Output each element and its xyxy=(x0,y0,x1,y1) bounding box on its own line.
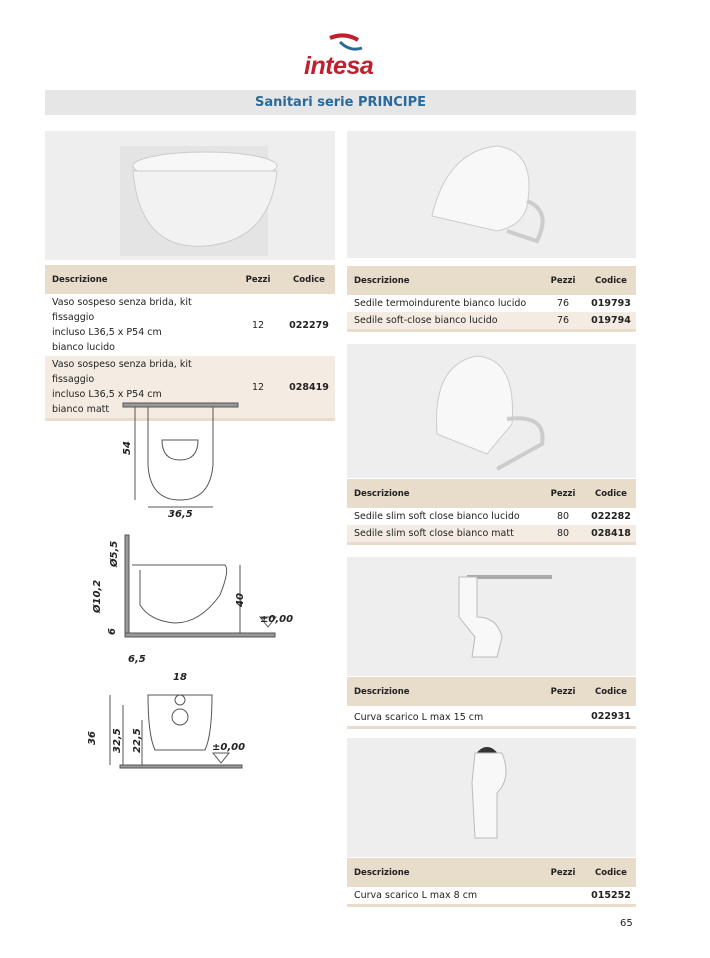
sedile1-rows-1-code: 019794 xyxy=(586,312,636,331)
brand: intesa xyxy=(304,52,374,80)
table-row xyxy=(347,295,636,312)
headers-desc: Descrizione xyxy=(347,266,540,295)
vaso-rows-0-code: 022279 xyxy=(289,319,329,331)
sedile1-rows-1-qty: 76 xyxy=(540,312,586,331)
sedile-table-2 xyxy=(347,479,636,545)
sedile2-rows-1-desc: Sedile slim soft close bianco matt xyxy=(347,525,540,544)
headers-qty: Pezzi xyxy=(540,677,586,706)
vaso-rows-0-desc-2: bianco lucido xyxy=(52,342,115,353)
curva-table-1 xyxy=(347,677,636,729)
sedile2-rows-1-qty: 80 xyxy=(540,525,586,544)
dims-zero2: ±0,00 xyxy=(212,742,246,753)
sedile2-rows-0-code: 022282 xyxy=(591,511,631,522)
sedile2-rows-0-desc: Sedile slim soft close bianco lucido xyxy=(354,511,520,522)
dims-h6: 6 xyxy=(107,628,118,635)
sedile1-rows-1-desc: Sedile soft-close bianco lucido xyxy=(347,312,540,331)
table-row xyxy=(45,294,335,356)
curva15-rows-0-desc: Curva scarico L max 15 cm xyxy=(354,712,484,723)
headers-desc: Descrizione xyxy=(347,677,540,706)
vaso-rows-1-desc-0: Vaso sospeso senza brida, kit fissaggio xyxy=(52,359,192,385)
sedile1-rows-0-desc: Sedile termoindurente bianco lucido xyxy=(354,298,527,309)
headers-qty: Pezzi xyxy=(540,858,586,887)
headers-code: Codice xyxy=(586,266,636,295)
dims-d102: Ø10,2 xyxy=(92,579,103,613)
headers-qty: Pezzi xyxy=(233,265,283,294)
sedile1-rows-0-qty: 76 xyxy=(556,298,570,309)
headers-code: Codice xyxy=(586,858,636,887)
vaso-rows-0-desc-0: Vaso sospeso senza brida, kit fissaggio xyxy=(52,297,192,323)
headers-qty: Pezzi xyxy=(540,479,586,508)
vaso-rows-1-code: 028419 xyxy=(283,356,335,420)
dims-h325: 32,5 xyxy=(112,728,123,753)
vaso-rows-1-desc-1: incluso L36,5 x P54 cm xyxy=(52,389,162,400)
vaso-rows-0-qty: 12 xyxy=(251,319,265,331)
curva8-rows-0-qty xyxy=(540,887,586,906)
product-image-curva-15 xyxy=(347,557,636,676)
dims-zero1: ±0,00 xyxy=(260,614,294,625)
dims-h36: 36 xyxy=(87,731,98,745)
curva-table-2 xyxy=(347,858,636,907)
dims-w65: 6,5 xyxy=(128,654,146,665)
dims-top_width: 36,5 xyxy=(168,509,193,520)
sedile1-rows-0-code: 019793 xyxy=(591,298,631,309)
dims-h225: 22,5 xyxy=(132,728,143,753)
table-row xyxy=(347,508,636,525)
headers-code: Codice xyxy=(586,479,636,508)
headers-desc: Descrizione xyxy=(45,265,233,294)
dims-top_depth: 54 xyxy=(122,441,133,455)
vaso-rows-1-qty: 12 xyxy=(233,356,283,420)
page-number: 65 xyxy=(620,918,633,929)
sedile2-rows-1-code: 028418 xyxy=(586,525,636,544)
sedile-table-1 xyxy=(347,266,636,332)
dims-d55: Ø5,5 xyxy=(109,540,120,567)
product-image-curva-8 xyxy=(347,738,636,857)
product-image-sedile-slim xyxy=(347,344,636,478)
curva8-rows-0-code: 015252 xyxy=(591,890,631,901)
curva15-rows-0-qty xyxy=(540,706,586,728)
product-image-vaso xyxy=(45,131,335,260)
page-title: Sanitari serie PRINCIPE xyxy=(45,90,636,115)
dims-w18: 18 xyxy=(173,672,187,683)
table-row xyxy=(347,312,636,331)
curva8-rows-0-desc: Curva scarico L max 8 cm xyxy=(354,890,478,901)
product-image-sedile xyxy=(347,131,636,258)
curva15-rows-0-code: 022931 xyxy=(591,710,631,722)
sedile2-rows-0-qty: 80 xyxy=(556,511,570,522)
vaso-rows-0-desc-1: incluso L36,5 x P54 cm xyxy=(52,327,162,338)
dims-h40: 40 xyxy=(235,593,246,607)
headers-desc: Descrizione xyxy=(347,858,540,887)
brand-logo xyxy=(300,30,390,85)
technical-drawing xyxy=(80,395,294,775)
headers-qty: Pezzi xyxy=(540,266,586,295)
headers-desc: Descrizione xyxy=(347,479,540,508)
table-row xyxy=(347,525,636,544)
vaso-rows-1-desc-2: bianco matt xyxy=(52,404,110,415)
table-row xyxy=(347,706,636,728)
table-row xyxy=(347,887,636,906)
headers-code: Codice xyxy=(283,265,335,294)
headers-code: Codice xyxy=(586,677,636,706)
